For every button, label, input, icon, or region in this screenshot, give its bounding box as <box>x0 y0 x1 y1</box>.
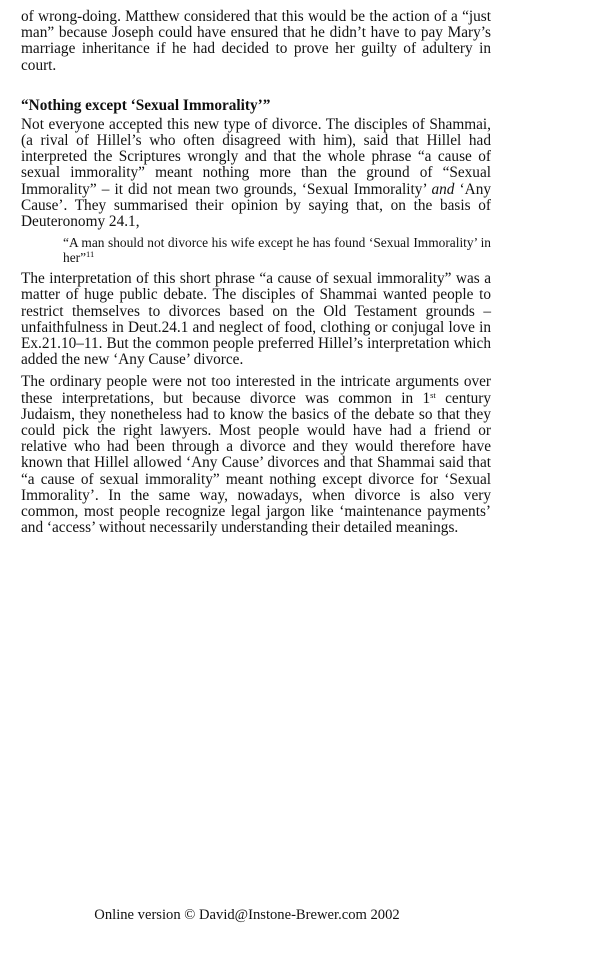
paragraph-3-text-start: The ordinary people were not too interested in the intricate arguments over these interpretations, but because divorce was common in 1 <box>21 373 491 407</box>
footer-text: Online version © David@Instone-Brewer.com 2002 <box>94 907 400 923</box>
footnote-marker: 11 <box>86 249 95 260</box>
intro-paragraph: of wrong-doing. Matthew considered that this would be the action of a “just man” because Joseph could have ensured that he didn’t have to pay Mary’s marriage inheritance if he had decided to prove her guilty of adultery in court. <box>21 8 491 74</box>
paragraph-1-text-start: Not everyone accepted this new type of divorce. The disciples of Shammai, (a rival of Hillel’s who often disagreed with him), said that Hillel had interpreted the Scriptures wrongly and that the whole phrase “a cause of sexual immorality” meant nothing more than the ground of “Sexual Immorality” – it did not mean two grounds, ‘Sexual Immorality’ <box>21 115 491 198</box>
paragraph-2: The interpretation of this short phrase “a cause of sexual immorality” was a matter of huge public debate. The disciples of Shammai wanted people to restrict themselves to divorces based on the Old Testament grounds – unfaithfulness in Deut.24.1 and neglect of food, clothing or conjugal love in Ex.21.10–11. But the common people preferred Hillel’s interpretation which added the new ‘Any Cause’ divorce. <box>21 270 491 369</box>
ordinal-superscript: st <box>430 389 436 400</box>
paragraph-3 <box>21 374 491 536</box>
paragraph-1-italic-word: and <box>431 180 455 198</box>
paragraph-1 <box>21 117 491 230</box>
page-footer <box>0 907 600 923</box>
quote-text: “A man should not divorce his wife except he has found ‘Sexual Immorality’ in her” <box>63 235 491 266</box>
paragraph-3-text-end: century Judaism, they nonetheless had to know the basics of the debate so that they could pick the right lawyers. Most people would have had a friend or relative who had been through a divorce and they would therefore have known that Hillel allowed ‘Any Cause’ divorces and that Shammai said that “a cause of sexual immorality” meant nothing except divorce for ‘Sexual Immorality’. In the same way, nowadays, when divorce is also very common, most people recognize legal jargon like ‘maintenance payments’ and ‘access’ without necessarily understanding their detailed meanings. <box>21 389 491 537</box>
section-heading: “Nothing except ‘Sexual Immorality’” <box>21 96 271 114</box>
document-page <box>21 9 491 536</box>
paragraph-1-text-end: ‘Any Cause’. They summarised their opinion by saying that, on the basis of Deuteronomy 24.1, <box>21 180 491 231</box>
block-quote <box>63 235 491 265</box>
